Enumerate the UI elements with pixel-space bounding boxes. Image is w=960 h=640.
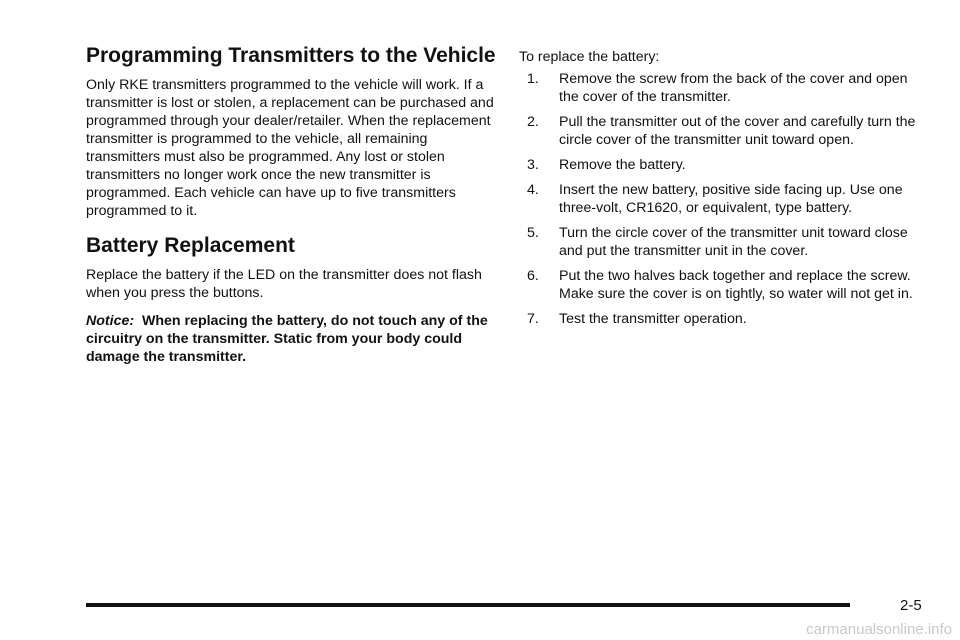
list-item [527,113,929,149]
step-text: Turn the circle cover of the transmitter unit toward close and put the transmitter unit in the cover. [559,225,908,259]
step-number: 2. [527,114,539,130]
list-item [527,267,929,303]
step-number: 5. [527,225,539,241]
watermark: carmanualsonline.info [806,621,952,638]
list-item [527,156,929,174]
notice-label: Notice: [86,313,135,329]
notice-paragraph [86,312,496,366]
notice-text: When replacing the battery, do not touch any of the circuitry on the transmitter. Static from your body could damage the transmitter. [86,313,488,365]
left-column [86,42,496,366]
page-number: 2-5 [900,597,922,614]
step-text: Pull the transmitter out of the cover and carefully turn the circle cover of the transmitter unit toward open. [559,114,916,148]
footer-divider [86,603,850,607]
steps-list [519,70,929,328]
step-number: 6. [527,268,539,284]
step-text: Remove the battery. [559,157,686,173]
step-number: 4. [527,182,539,198]
step-text: Insert the new battery, positive side facing up. Use one three-volt, CR1620, or equivalent, type battery. [559,182,903,216]
paragraph-battery: Replace the battery if the LED on the transmitter does not flash when you press the buttons. [86,267,482,301]
steps-intro: To replace the battery: [519,49,660,65]
step-text: Put the two halves back together and replace the screw. Make sure the cover is on tightly, so water will not get in. [559,268,913,302]
heading-programming-transmitters: Programming Transmitters to the Vehicle [86,44,496,67]
step-text: Test the transmitter operation. [559,311,747,327]
list-item [527,310,929,328]
list-item [527,70,929,106]
right-column [519,48,929,335]
paragraph-programming: Only RKE transmitters programmed to the vehicle will work. If a transmitter is lost or stolen, a replacement can be purchased and programmed through your dealer/retailer. When the replacement transmitter is programmed to the vehicle, all remaining transmitters must also be programmed. Any lost or stolen transmitters no longer work once the new transmitter is programmed. Each vehicle can have up to five transmitters programmed to it. [86,77,494,219]
step-number: 1. [527,71,539,87]
step-text: Remove the screw from the back of the cover and open the cover of the transmitter. [559,71,908,105]
list-item [527,181,929,217]
heading-battery-replacement: Battery Replacement [86,234,295,257]
list-item [527,224,929,260]
step-number: 7. [527,311,539,327]
step-number: 3. [527,157,539,173]
